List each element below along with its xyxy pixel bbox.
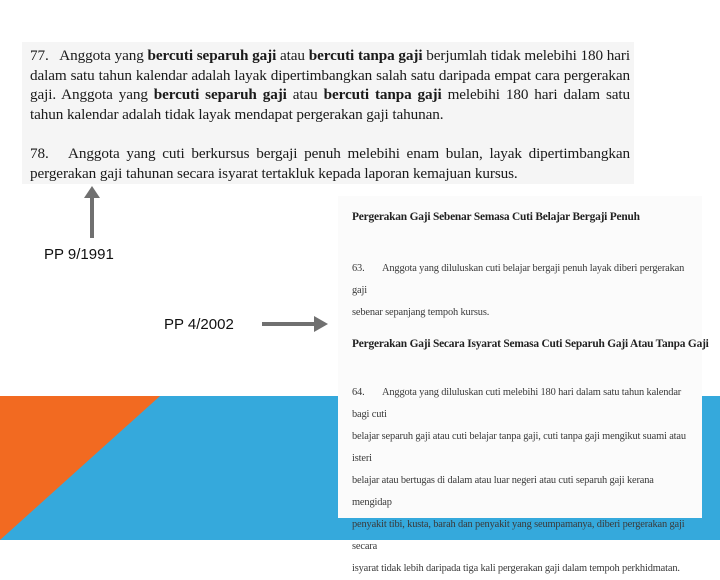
section-heading-full-pay-study-leave: Pergerakan Gaji Sebenar Semasa Cuti Belajar Bergaji Penuh [352, 211, 640, 223]
paragraph-number: 78. [30, 145, 49, 162]
label-pp-9-1991: PP 9/1991 [44, 246, 114, 263]
paragraph-63: 63. Anggota yang diluluskan cuti belajar bergaji penuh layak diberi pergerakan gaji sebenar sepanjang tempoh kursus. [352, 263, 685, 318]
paragraph-77: 77. Anggota yang bercuti separuh gaji atau bercuti tanpa gaji berjumlah tidak melebihi 180 hari dalam satu tahun kalendar adalah layak dipertimbangkan salah satu daripada empat cara pergerakan gaji. Anggota yang bercuti separuh gaji atau bercuti tanpa gaji melebihi 180 hari dalam satu tahun kalendar adalah tidak layak mendapat pergerakan gaji tahunan. [30, 47, 631, 123]
paragraph-number: 77. [30, 47, 49, 64]
label-pp-4-2002: PP 4/2002 [164, 316, 234, 333]
paragraph-78: 78. Anggota yang cuti berkursus bergaji penuh melebihi enam bulan, layak dipertimbangkan pergerakan gaji tahunan secara isyarat tertakluk kepada laporan kemajuan kursus. [30, 145, 630, 182]
pp-1991-excerpt-image [22, 42, 634, 184]
paragraph-64: 64. Anggota yang diluluskan cuti melebihi 180 hari dalam satu tahun kalendar bagi cuti belajar separuh gaji atau cuti belajar tanpa gaji, cuti tanpa gaji mengikut suami atau isteri belajar atau bertugas di dalam atau luar negeri atau cuti separuh gaji kerana mengidap penyakit tibi, kusta, barah dan penyakit yang seumpamanya, diberi pergerakan gaji secara isyarat tidak lebih daripada tiga kali pergerakan gaji dalam tempoh perkhidmatan. [352, 387, 686, 574]
pp-2002-excerpt-image [338, 196, 709, 574]
arrow-right-icon [262, 316, 328, 332]
arrow-up-icon [84, 186, 100, 238]
section-heading-half-or-no-pay-leave: Pergerakan Gaji Secara Isyarat Semasa Cuti Separuh Gaji Atau Tanpa Gaji [352, 338, 709, 350]
